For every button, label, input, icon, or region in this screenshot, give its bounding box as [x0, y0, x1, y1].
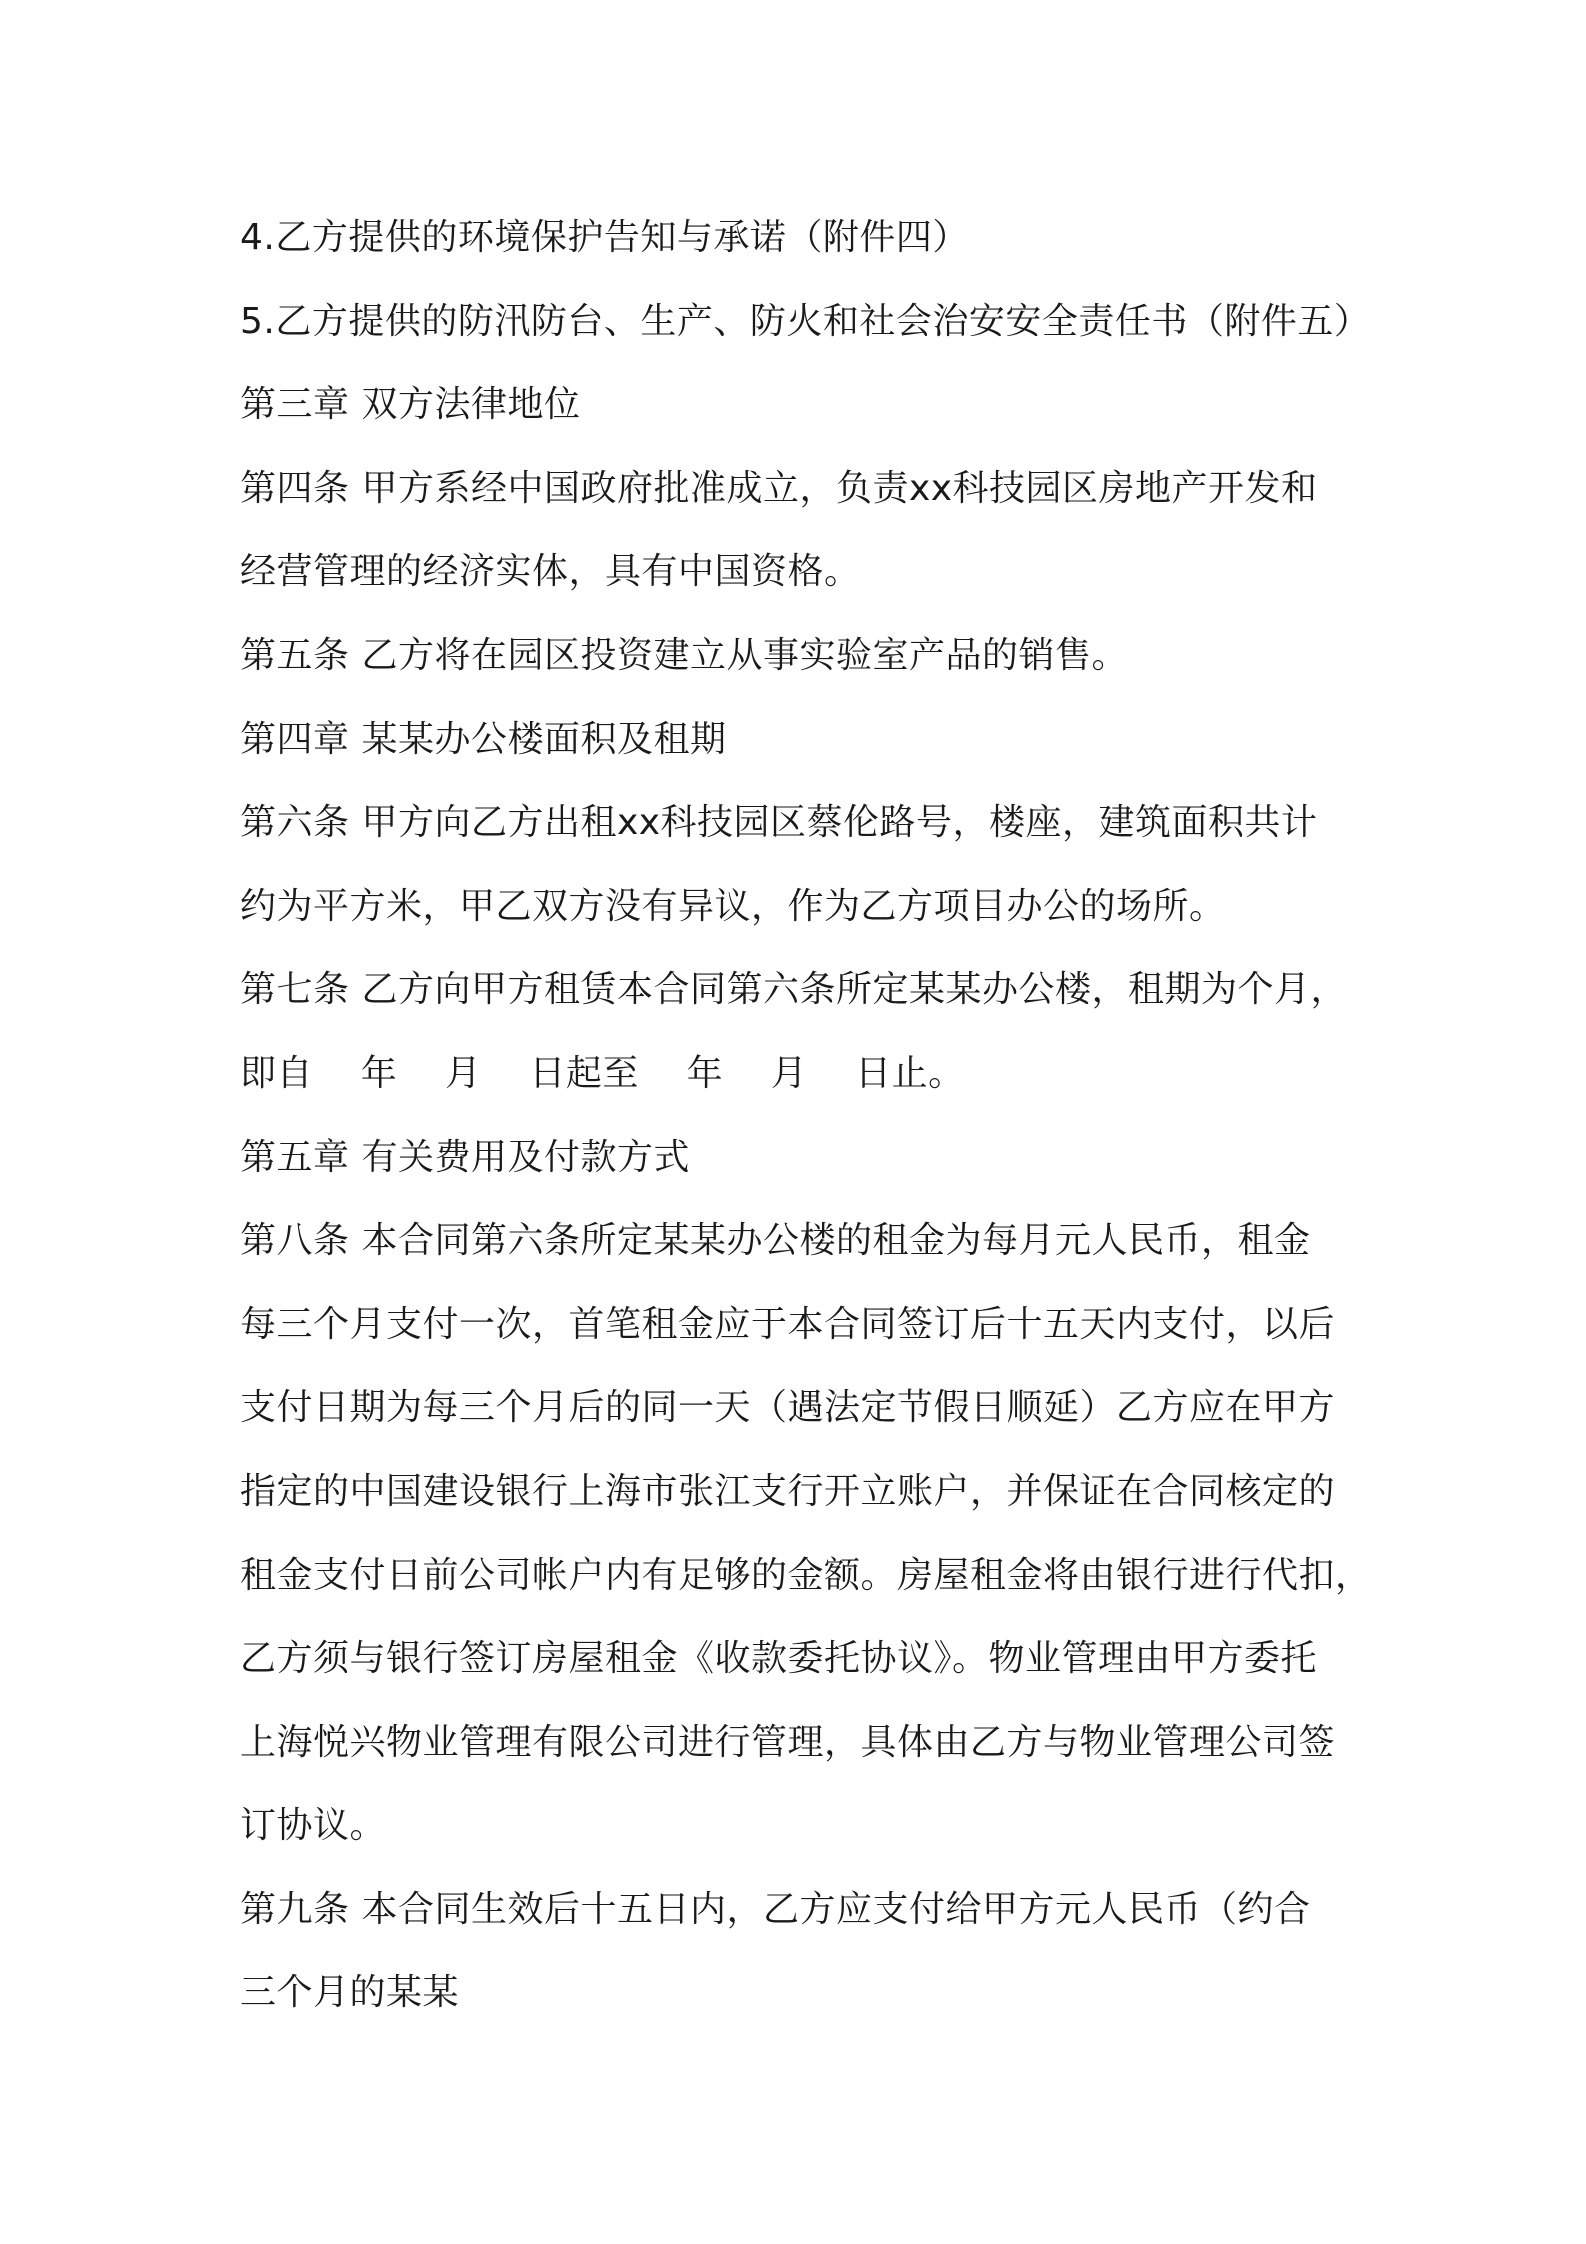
- text-line: 支付日期为每三个月后的同一天（遇法定节假日顺延）乙方应在甲方: [240, 1387, 1336, 1429]
- text-line: 4.乙方提供的环境保护告知与承诺（附件四）: [240, 217, 969, 258]
- text-line: 即自 年 月 日起至 年 月 日止。: [240, 1052, 965, 1094]
- text-line: 第四条 甲方系经中国政府批准成立，负责xx科技园区房地产开发和: [240, 467, 1318, 509]
- text-line: 订协议。: [240, 1805, 387, 1847]
- text-line: 第八条 本合同第六条所定某某办公楼的租金为每月元人民币，租金: [240, 1220, 1311, 1262]
- chapter-heading: 第五章 有关费用及付款方式: [240, 1136, 690, 1178]
- text-line: 指定的中国建设银行上海市张江支行开立账户，并保证在合同核定的: [240, 1470, 1336, 1512]
- text-line: 5.乙方提供的防汛防台、生产、防火和社会治安安全责任书（附件五）: [240, 300, 1371, 342]
- text-line: 三个月的某某: [240, 1972, 460, 2014]
- text-line: 第六条 甲方向乙方出租xx科技园区蔡伦路号，楼座，建筑面积共计: [240, 802, 1318, 844]
- text-line: 上海悦兴物业管理有限公司进行管理，具体由乙方与物业管理公司签: [240, 1721, 1336, 1763]
- chapter-heading: 第四章 某某办公楼面积及租期: [240, 718, 727, 760]
- text-line: 第九条 本合同生效后十五日内，乙方应支付给甲方元人民币（约合: [240, 1888, 1311, 1930]
- document-body: [240, 196, 1390, 2035]
- text-line: 第七条 乙方向甲方租赁本合同第六条所定某某办公楼，租期为个月，: [240, 969, 1347, 1011]
- text-line: 约为平方米，甲乙双方没有异议，作为乙方项目办公的场所。: [240, 885, 1226, 927]
- text-line: 经营管理的经济实体，具有中国资格。: [240, 551, 861, 593]
- chapter-heading: 第三章 双方法律地位: [240, 384, 581, 426]
- text-line: 每三个月支付一次，首笔租金应于本合同签订后十五天内支付，以后: [240, 1303, 1336, 1345]
- text-line: 租金支付日前公司帐户内有足够的金额。房屋租金将由银行进行代扣，: [240, 1554, 1372, 1596]
- text-line: 乙方须与银行签订房屋租金《收款委托协议》。物业管理由甲方委托: [240, 1638, 1318, 1680]
- text-line: 第五条 乙方将在园区投资建立从事实验室产品的销售。: [240, 634, 1128, 676]
